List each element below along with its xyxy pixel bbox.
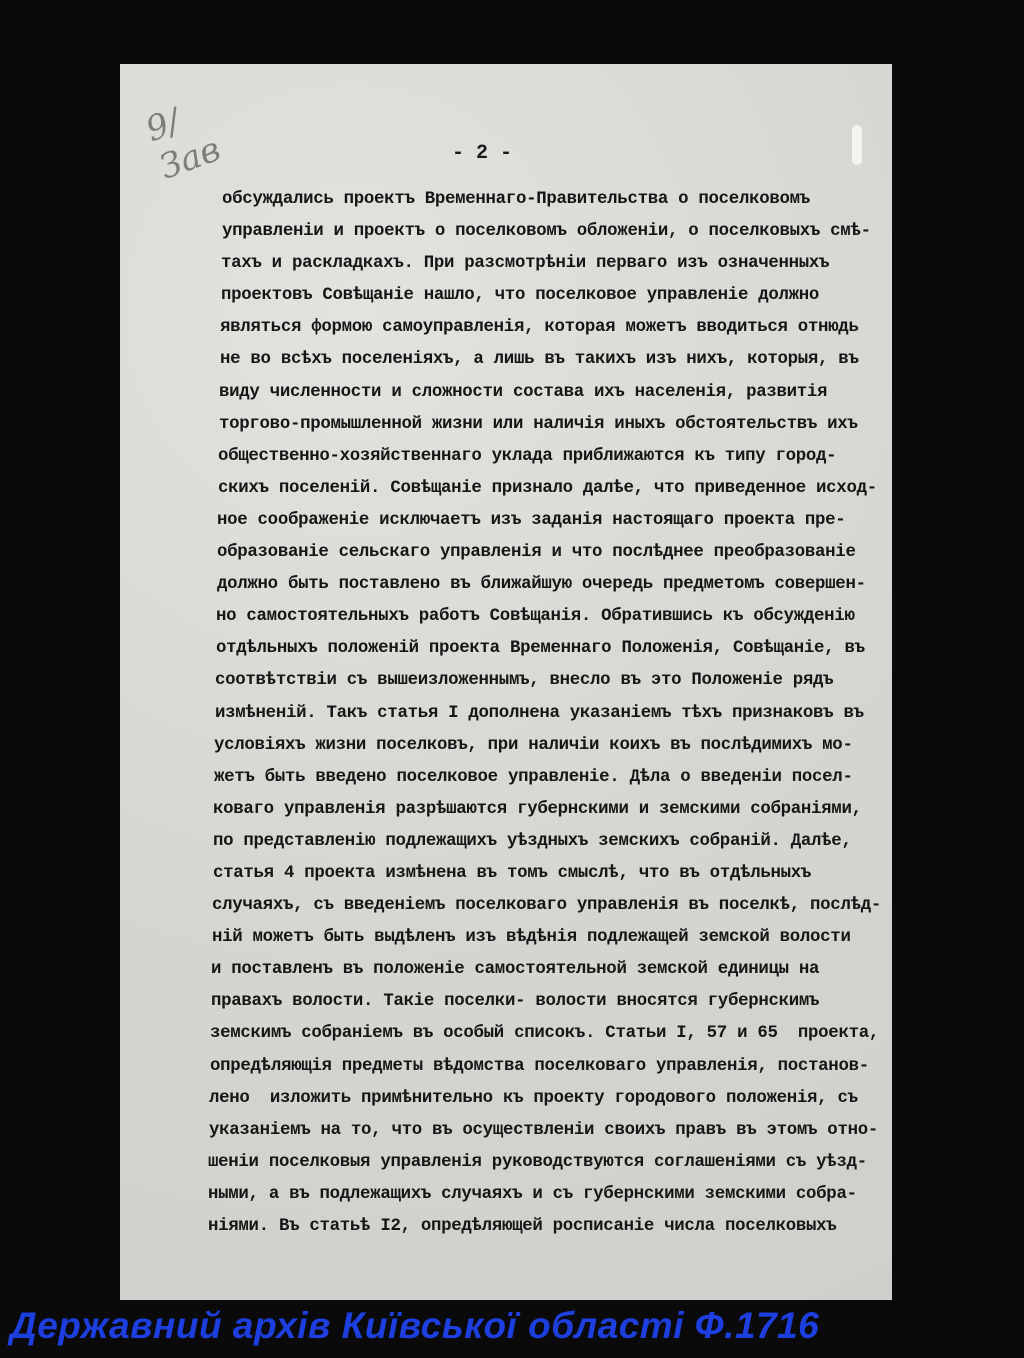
document-body [208, 184, 881, 1243]
text-line: правахъ волости. Такіе поселки- волости вносятся губернскимъ [211, 992, 820, 1012]
text-line: отдѣльныхъ положеній проекта Временнаго Положенія, Совѣщаніе, въ [216, 639, 865, 659]
text-line: виду численности и сложности состава ихъ населенія, развитія [219, 382, 828, 402]
text-line: тахъ и раскладкахъ. При разсмотрѣніи перваго изъ означенныхъ [221, 254, 830, 274]
text-line: являться формою самоуправленія, которая можетъ вводиться отнюдь [220, 318, 859, 338]
text-line: статья 4 проекта измѣнена въ томъ смыслѣ, что въ отдѣльныхъ [213, 863, 812, 883]
handwritten-margin-note: 9/ Зав [140, 101, 226, 188]
archive-caption: Державний архів Київської області Ф.1716 [10, 1305, 820, 1346]
text-line: по представленію подлежащихъ уѣздныхъ земскихъ собраній. Далѣе, [213, 831, 852, 851]
text-line: ній можетъ быть выдѣленъ изъ вѣдѣнія подлежащей земской волости [212, 928, 851, 948]
text-line: жетъ быть введено поселковое управленіе. Дѣла о введеніи посел- [214, 767, 853, 787]
text-line: образованіе сельскаго управленія и что послѣднее преобразованіе [217, 543, 856, 563]
text-line: условіяхъ жизни поселковъ, при наличіи коихъ въ послѣдимихъ мо- [214, 735, 853, 755]
text-line: ніями. Въ статьѣ I2, опредѣляющей росписаніе числа поселковыхъ [208, 1217, 837, 1236]
text-line: скихъ поселеній. Совѣщаніе признало далѣе, что приведенное исход- [218, 478, 877, 498]
text-line: торгово-промышленной жизни или наличія иныхъ обстоятельствъ ихъ [219, 414, 858, 434]
text-line: ное соображеніе исключаетъ изъ заданія настоящаго проекта пре- [217, 510, 846, 530]
text-line: управленіи и проектъ о поселковомъ обложеніи, о поселковыхъ смѣ- [222, 222, 871, 242]
text-line: коваго управленія разрѣшаются губернскими и земскими собраніями, [213, 799, 862, 819]
text-line: ными, а въ подлежащихъ случаяхъ и съ губернскими земскими собра- [208, 1184, 857, 1204]
text-line: шеніи поселковыя управленія руководствуются соглашеніями съ уѣзд- [208, 1152, 867, 1172]
text-line: земскимъ собраніемъ въ особый списокъ. Статьи I, 57 и 65 проекта, [210, 1024, 879, 1044]
text-line: не во всѣхъ поселеніяхъ, а лишь въ такихъ изъ нихъ, которыя, въ [220, 350, 859, 370]
text-line: соотвѣтствіи съ вышеизложеннымъ, внесло въ это Положеніе рядъ [215, 671, 834, 691]
page-number: - 2 - [452, 142, 513, 165]
text-line: случаяхъ, съ введеніемъ поселковаго управленія въ поселкѣ, послѣд- [212, 896, 881, 916]
paper-tear [852, 125, 862, 165]
text-line: лено изложить примѣнительно къ проекту городового положенія, съ [209, 1088, 858, 1108]
text-line: указаніемъ на то, что въ осуществленіи своихъ правъ въ этомъ отно- [209, 1120, 878, 1140]
text-line: должно быть поставлено въ ближайшую очередь предметомъ совершен- [217, 575, 866, 595]
text-line: обсуждались проектъ Временнаго-Правительства о поселковомъ [222, 190, 810, 209]
text-line: опредѣляющія предметы вѣдомства поселковаго управленія, постанов- [210, 1056, 869, 1076]
text-line: общественно-хозяйственнаго уклада приближаются къ типу город- [218, 446, 837, 466]
text-line: и поставленъ въ положеніе самостоятельной земской единицы на [211, 960, 820, 980]
text-line: проектовъ Совѣщаніе нашло, что поселковое управленіе должно [221, 286, 820, 306]
text-line: но самостоятельныхъ работъ Совѣщанія. Обратившись къ обсужденію [216, 607, 855, 627]
text-line: измѣненій. Такъ статья I дополнена указаніемъ тѣхъ признаковъ въ [215, 703, 864, 723]
